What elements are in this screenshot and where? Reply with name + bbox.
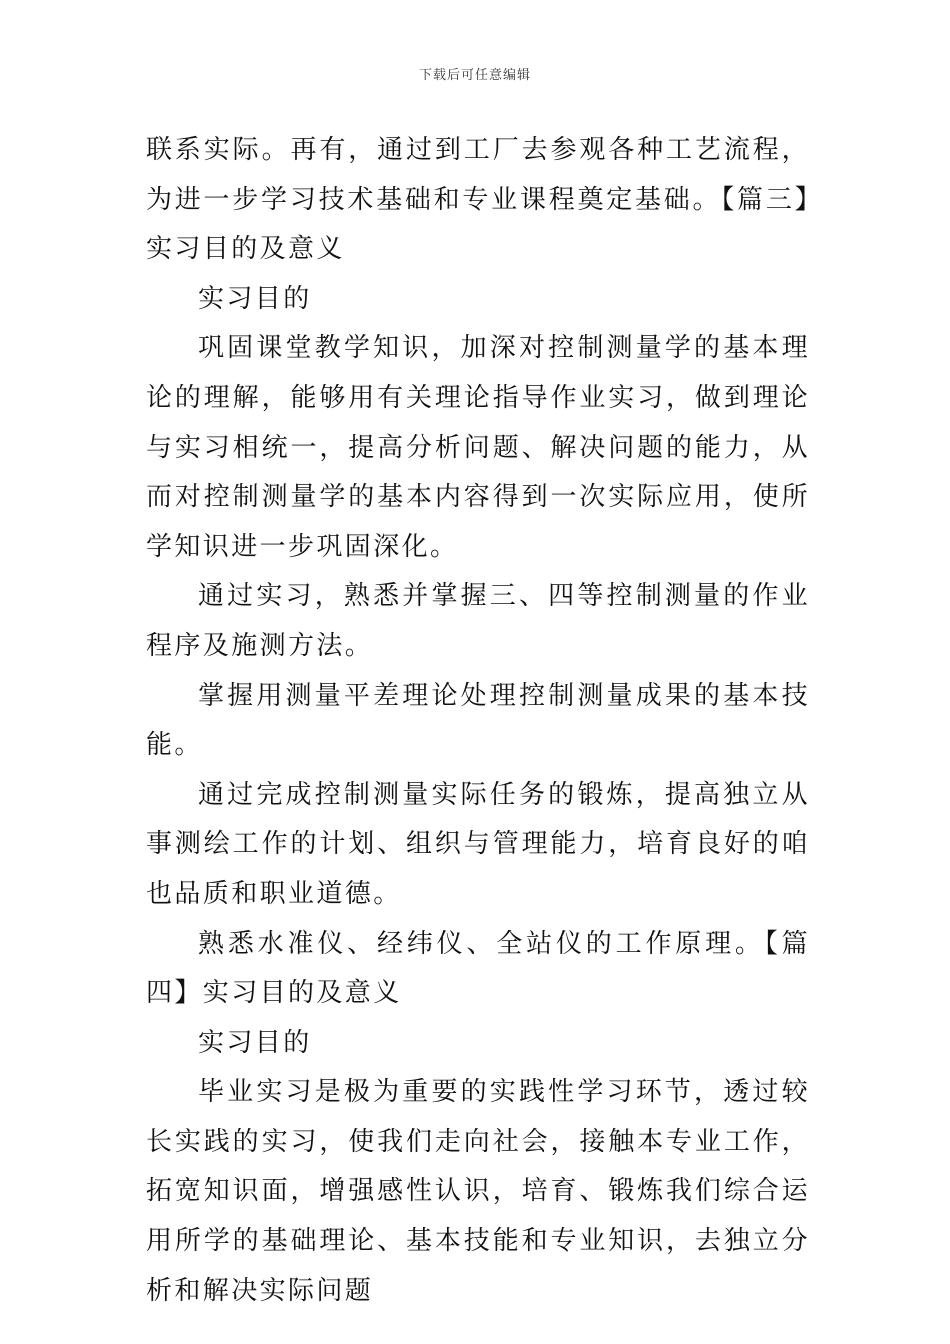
paragraph-6: 通过完成控制测量实际任务的锻炼，提高独立从事测绘工作的计划、组织与管理能力，培育良好的咱也品质和职业道德。 (146, 779, 810, 909)
paragraph-7: 熟悉水准仪、经纬仪、全站仪的工作原理。【篇四】实习目的及意义 (146, 928, 810, 1009)
paragraph-4: 通过实习，熟悉并掌握三、四等控制测量的作业程序及施测方法。 (146, 581, 810, 661)
document-body (146, 126, 810, 1316)
paragraph-2: 实习目的 (198, 283, 312, 314)
paragraph-5: 掌握用测量平差理论处理控制测量成果的基本技能。 (146, 680, 810, 761)
paragraph-3: 巩固课堂教学知识，加深对控制测量学的基本理论的理解，能够用有关理论指导作业实习，做到理论与实习相统一，提高分析问题、解决问题的能力，从而对控制测量学的基本内容得到一次实际应用，使所学知识进一步巩固深化。 (146, 333, 810, 562)
paragraph-1: 联系实际。再有，通过到工厂去参观各种工艺流程，为进一步学习技术基础和专业课程奠定基础。【篇三】实习目的及意义 (146, 135, 810, 265)
page-header: 下载后可任意编辑 (418, 68, 531, 83)
paragraph-8: 实习目的 (198, 1027, 312, 1058)
paragraph-9: 毕业实习是极为重要的实践性学习环节，透过较长实践的实习，使我们走向社会，接触本专业工作，拓宽知识面，增强感性认识，培育、锻炼我们综合运用所学的基础理论、基本技能和专业知识，去独立分析和解决实际问题 (146, 1077, 810, 1306)
